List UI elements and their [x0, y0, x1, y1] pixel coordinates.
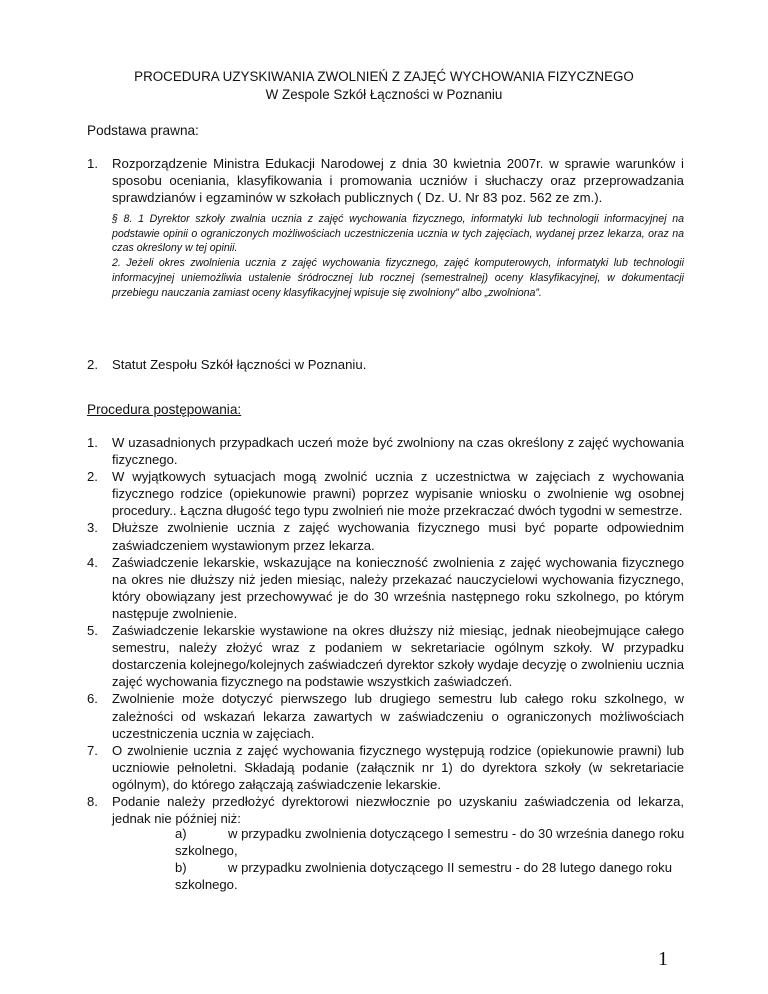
sublist-letter: a)	[175, 826, 187, 841]
list-item-text: Statut Zespołu Szkół łączności w Poznaniu.	[112, 357, 367, 372]
list-item-text: Rozporządzenie Ministra Edukacji Narodowej z dnia 30 kwietnia 2007r. w sprawie warunków i sposobu oceniania, klasyfikowania i promowania uczniów i słuchaczy oraz przeprowadzania sprawdzianów i egzaminów w szkołach publicznych ( Dz. U. Nr 83 poz. 562 ze zm.).	[112, 156, 684, 206]
sublist-text: w przypadku zwolnienia dotyczącego I semestru - do 30 września danego roku szkolnego,	[175, 826, 685, 859]
list-number: 3.	[87, 520, 98, 536]
list-item-text: O zwolnienie ucznia z zajęć wychowania fizycznego występują rodzice (opiekunowie prawni) lub uczniowie pełnoletni. Składają podanie (załącznik nr 1) do dyrektora szkoły (w sekretariacie ogólnym), do którego załączają zaświadczenie lekarskie.	[112, 742, 684, 792]
document-title: PROCEDURA UZYSKIWANIA ZWOLNIEŃ Z ZAJĘĆ WYCHOWANIA FIZYCZNEGO	[134, 69, 634, 84]
list-item	[87, 554, 684, 622]
deadline-sublist	[175, 825, 685, 893]
list-item	[87, 468, 684, 519]
list-number: 5.	[87, 623, 98, 639]
list-item	[87, 622, 684, 690]
list-number: 2.	[87, 357, 98, 372]
document-subtitle: W Zespole Szkół Łączności w Poznaniu	[265, 87, 503, 102]
list-item-text: Zwolnienie może dotyczyć pierwszego lub drugiego semestru lub całego roku szkolnego, w zależności od wskazań lekarza zawartych w zaświadczeniu o ograniczonych możliwościach uczestniczenia ucznia w zajęciach.	[112, 691, 684, 741]
procedure-heading: Procedura postępowania:	[87, 402, 242, 417]
list-number: 4.	[87, 554, 98, 570]
list-number: 7.	[87, 742, 98, 758]
list-item-text: Zaświadczenie lekarskie, wskazujące na konieczność zwolnienia z zajęć wychowania fizycznego na okres nie dłuższy niż jeden miesiąc, należy przekazać nauczycielowi wychowania fizycznego, który obowiązany jest przechowywać je do 30 września następnego roku szkolnego, po którym następuje zwolnienie.	[112, 554, 684, 621]
list-number: 1.	[87, 435, 98, 450]
list-item-text: W uzasadnionych przypadkach uczeń może być zwolniony na czas określony z zajęć wychowania fizycznego.	[112, 435, 684, 468]
list-item-text: W wyjątkowych sytuacjach mogą zwolnić ucznia z uczestnictwa w zajęciach z wychowania fizycznego rodzice (opiekunowie prawni) poprzez wypisanie wniosku o zwolnienie wg osobnej procedury.. Łączna długość tego typu zwolnień nie może przekraczać dwóch tygodni w semestrze.	[112, 469, 684, 519]
sublist-item-b	[175, 859, 685, 893]
quote-paragraph-1: § 8. 1 Dyrektor szkoły zwalnia ucznia z zajęć wychowania fizycznego, informatyki lub technologii informacyjnej na podstawie opinii o ograniczonych możliwościach uczestniczenia ucznia w tych zajęciach, wydanej przez lekarza, oraz na czas określony w tej opinii.	[112, 213, 684, 255]
list-item	[87, 690, 684, 741]
procedure-list	[87, 434, 684, 827]
list-item	[87, 742, 684, 793]
legal-quote	[112, 212, 684, 300]
list-item-text: Podanie należy przedłożyć dyrektorowi niezwłocznie po uzyskaniu zaświadczenia od lekarza, jednak nie później niż:	[112, 793, 684, 827]
list-number: 1.	[87, 156, 98, 171]
list-item	[87, 434, 684, 468]
list-number: 8.	[87, 793, 98, 809]
list-item	[87, 519, 684, 553]
legal-basis-heading: Podstawa prawna:	[87, 123, 199, 138]
list-item-text: Dłuższe zwolnienie ucznia z zajęć wychowania fizycznego musi być poparte odpowiednim zaświadczeniem wystawionym przez lekarza.	[112, 520, 684, 553]
sublist-item-a	[175, 825, 685, 859]
legal-basis-item-2	[87, 356, 684, 373]
legal-basis-item-1	[87, 155, 684, 207]
sublist-letter: b)	[175, 860, 187, 876]
list-item-text: Zaświadczenie lekarskie wystawione na okres dłuższy niż miesiąc, jednak nieobejmujące całego semestru, należy złożyć wraz z podaniem w sekretariacie ogólnym szkoły. W przypadku dostarczenia kolejnego/kolejnych zaświadczeń dyrektor szkoły wydaje decyzję o zwolnieniu ucznia zajęć wychowania fizycznego na podstawie wszystkich zaświadczeń.	[112, 623, 684, 690]
sublist-text: w przypadku zwolnienia dotyczącego II semestru - do 28 lutego danego roku szkolnego.	[175, 860, 672, 893]
page-number: 1	[658, 948, 668, 970]
list-item	[87, 793, 684, 827]
list-number: 2.	[87, 469, 98, 485]
list-number: 6.	[87, 691, 98, 707]
quote-paragraph-2: 2. Jeżeli okres zwolnienia ucznia z zajęć wychowania fizycznego, zajęć komputerowych, informatyki lub technologii informacyjnej uniemożliwia ustalenie śródrocznej lub rocznej (semestralnej) oceny klasyfikacyjnej, w dokumentacji przebiegu nauczania zamiast oceny klasyfikacyjnej wpisuje się zwolniony” albo „zwolniona”.	[112, 257, 684, 299]
